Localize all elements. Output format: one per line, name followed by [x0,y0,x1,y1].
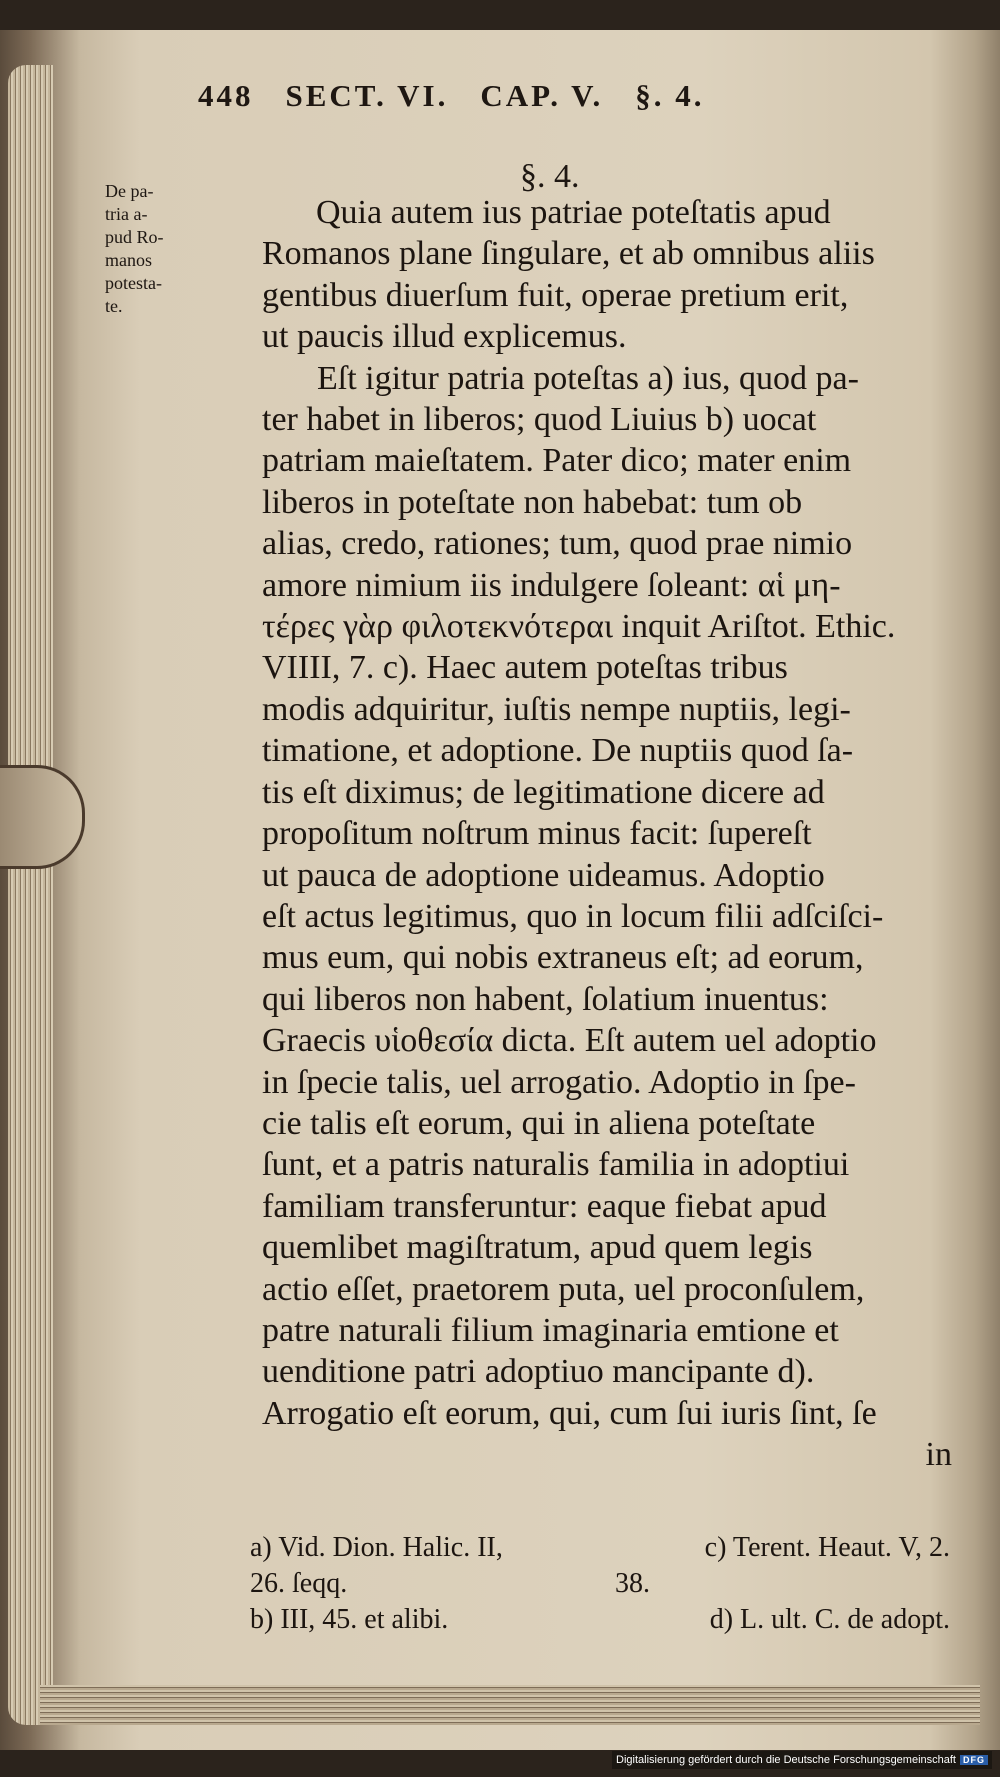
footnote-b: b) III, 45. et alibi. [250,1604,449,1635]
page-edge-stack [8,65,53,1725]
margin-note [105,180,180,318]
text-line: ſunt, et a patris naturalis familia in adoptiui [262,1146,850,1184]
text-line: alias, credo, rationes; tum, quod prae nimio [262,525,853,563]
footnote-row [250,1530,950,1566]
text-line: modis adquiritur, iuſtis nempe nuptiis, legi- [262,690,851,728]
text-line: liberos in poteſtate non habebat: tum ob [262,483,803,521]
text-line: eſt actus legitimus, quo in locum filii adſciſci- [262,897,884,935]
running-header [198,78,858,114]
margin-note-line: tria a- [105,204,148,224]
header-chapter: CAP. V. [480,78,604,113]
footnote-c: c) Terent. Heaut. V, 2. [704,1532,950,1563]
text-line: cie talis eſt eorum, qui in aliena poteſtate [262,1104,816,1142]
text-line: Graecis υἱοθεσία dicta. Eſt autem uel adoptio [262,1022,877,1060]
bookmark-tab [0,765,85,869]
text-line: patriam maieſtatem. Pater dico; mater enim [262,442,852,480]
credit-text: Digitalisierung gefördert durch die Deutsche Forschungsgemeinschaft [616,1754,956,1766]
text-line: familiam transferuntur: eaque fiebat apud [262,1187,827,1225]
bottom-page-edge [40,1685,980,1725]
footnote-row [250,1566,950,1602]
header-paragraph: §. 4. [635,78,705,113]
text-line: amore nimium iis indulgere ſoleant: αἱ μη- [262,566,841,604]
margin-note-line: potesta- [105,273,162,293]
dfg-logo-icon: DFG [960,1755,988,1765]
text-line: ter habet in liberos; quod Liuius b) uocat [262,401,817,439]
footnote-a: a) Vid. Dion. Halic. II, [250,1532,503,1563]
text-line: propoſitum noſtrum minus facit: ſupereſt [262,815,812,853]
margin-note-line: pud Ro- [105,227,164,247]
text-line: Eſt igitur patria poteſtas a) ius, quod pa- [317,359,859,397]
text-line: VIIII, 7. c). Haec autem poteſtas tribus [262,649,788,687]
text-line: Quia autem ius patriae poteſtatis apud [316,194,831,231]
text-line: qui liberos non habent, ſolatium inuentus: [262,980,829,1018]
footnote-a-cont: 26. ſeqq. [250,1568,348,1599]
text-line: gentibus diuerſum fuit, operae pretium erit, [262,276,849,314]
body-text [262,192,952,1476]
text-line: ut paucis illud explicemus. [262,318,627,356]
text-line: actio eſſet, praetorem puta, uel proconſulem, [262,1270,865,1308]
section-heading: §. 4. [520,158,580,195]
text-line: in [925,1436,952,1474]
text-line: in ſpecie talis, uel arrogatio. Adoptio in ſpe- [262,1063,856,1101]
text-line: tis eſt diximus; de legitimatione dicere ad [262,773,825,811]
page-number: 448 [198,78,254,113]
text-line: patre naturali filium imaginaria emtione et [262,1311,839,1349]
text-line: Romanos plane ſingulare, et ab omnibus aliis [262,235,875,273]
margin-note-line: te. [105,296,123,316]
text-line: Arrogatio eſt eorum, qui, cum ſui iuris ſint, ſe [262,1394,877,1432]
margin-note-line: manos [105,250,152,270]
text-line: quemlibet magiſtratum, apud quem legis [262,1229,813,1267]
text-line: timatione, et adoptione. De nuptiis quod ſa- [262,732,854,770]
digitization-credit [612,1751,992,1769]
text-line: ut pauca de adoptione uideamus. Adoptio [262,856,825,894]
text-line: τέρες γὰρ φιλοτεκνότεραι inquit Ariſtot. Ethic. [262,608,896,646]
margin-note-line: De pa- [105,181,154,201]
text-line: uenditione patri adoptiuo mancipante d). [262,1353,815,1391]
header-section: SECT. VI. [285,78,449,113]
footnote-d: d) L. ult. C. de adopt. [709,1604,950,1635]
footnote-row [250,1602,950,1638]
footnote-c-cont: 38. [615,1568,650,1599]
text-line: mus eum, qui nobis extraneus eſt; ad eorum, [262,939,864,977]
footnotes [250,1530,950,1638]
